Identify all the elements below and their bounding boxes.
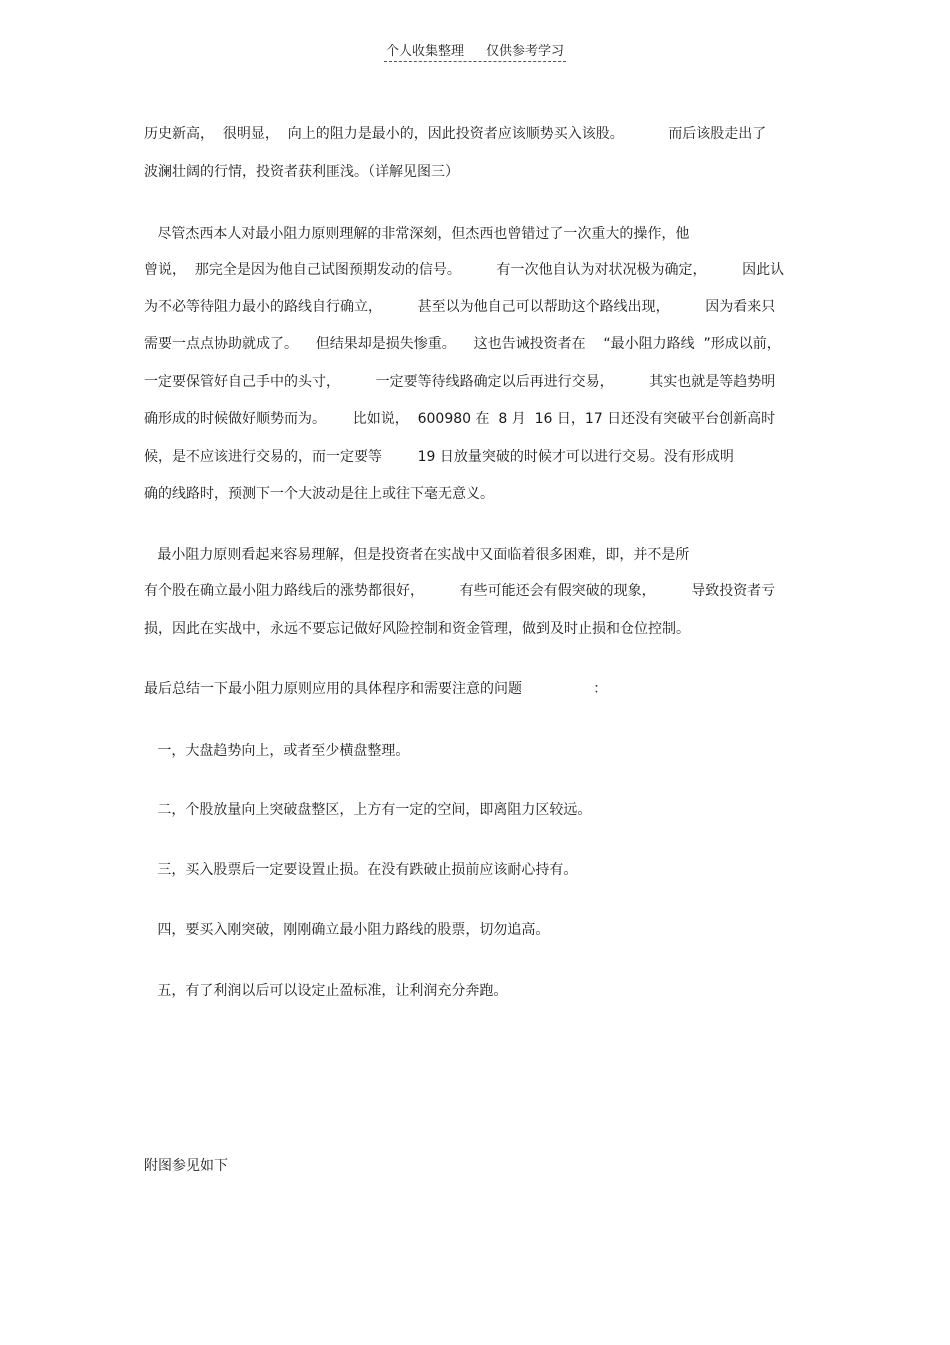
- header-right-text: 仅供参考学习: [486, 44, 565, 59]
- list-item: 二，个股放量向上突破盘整区，上方有一定的空间，即离阻力区较远。: [144, 802, 592, 818]
- header-left-text: 个人收集整理: [385, 44, 464, 59]
- text-line: 损，因此在实战中，永远不要忘记做好风险控制和资金管理，做到及时止损和仓位控制。: [144, 621, 690, 637]
- text-line: 尽管杰西本人对最小阻力原则理解的非常深刻，但杰西也曾错过了一次重大的操作，他: [144, 226, 690, 242]
- list-item: 一，大盘趋势向上，或者至少横盘整理。: [144, 743, 410, 759]
- text-line: 为不必等待阻力最小的路线自行确立， 甚至以为他自己可以帮助这个路线出现， 因为看来只: [144, 299, 776, 315]
- text-line: 最小阻力原则看起来容易理解，但是投资者在实战中又面临着很多困难，即，并不是所: [144, 547, 690, 563]
- list-item: 五，有了利润以后可以设定止盈标准，让利润充分奔跑。: [144, 983, 508, 999]
- list-item: 三，买入股票后一定要设置止损。在没有跌破止损前应该耐心持有。: [144, 862, 578, 878]
- text-line: 最后总结一下最小阻力原则应用的具体程序和需要注意的问题 ：: [144, 681, 608, 697]
- text-line: 曾说， 那完全是因为他自己试图预期发动的信号。 有一次他自认为对状况极为确定， 因此认: [144, 262, 785, 278]
- header-underline: [384, 40, 566, 62]
- text-line: 需要一点点协助就成了。 但结果却是损失惨重。 这也告诫投资者在 “最小阻力路线 ”形成以前，: [144, 336, 781, 352]
- page-header: [0, 40, 950, 62]
- text-line: 附图参见如下: [144, 1158, 228, 1174]
- text-line: 有个股在确立最小阻力路线后的涨势都很好， 有些可能还会有假突破的现象， 导致投资者亏: [144, 583, 776, 599]
- text-line: 确的线路时，预测下一个大波动是往上或往下毫无意义。: [144, 486, 494, 502]
- text-line: 波澜壮阔的行情，投资者获利匪浅。（详解见图三）: [144, 164, 459, 180]
- text-line: 历史新高， 很明显， 向上的阻力是最小的，因此投资者应该顺势买入该股。 而后该股走出了: [144, 126, 767, 142]
- text-line: 一定要保管好自己手中的头寸， 一定要等待线路确定以后再进行交易， 其实也就是等趋势明: [144, 374, 776, 390]
- list-item: 四，要买入刚突破，刚刚确立最小阻力路线的股票，切勿追高。: [144, 922, 550, 938]
- text-line: 候，是不应该进行交易的，而一定要等 19 日放量突破的时候才可以进行交易。没有形成明: [144, 449, 734, 465]
- text-line: 确形成的时候做好顺势而为。 比如说， 600980 在 8 月 16 日，17 日还没有突破平台创新高时: [144, 411, 776, 427]
